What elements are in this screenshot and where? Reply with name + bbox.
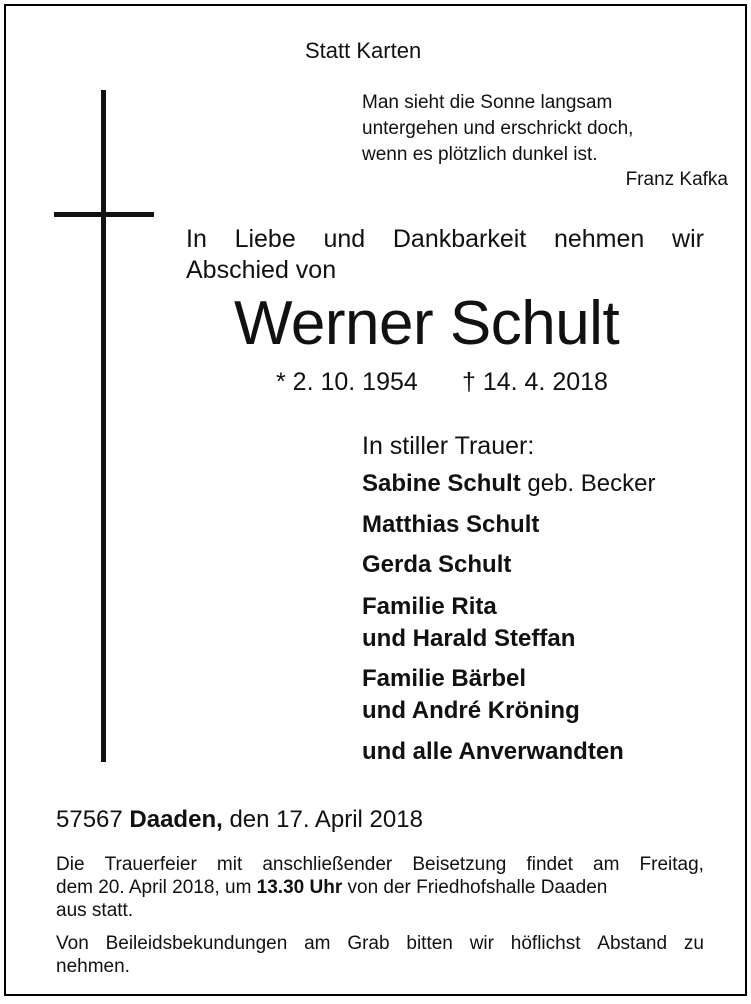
funeral-info bbox=[56, 853, 704, 922]
mourner-rita-line-1: Familie Rita bbox=[362, 593, 497, 620]
mourner-gerda: Gerda Schult bbox=[362, 551, 512, 578]
deceased-name: Werner Schult bbox=[234, 289, 620, 358]
cross-icon-horizontal bbox=[54, 212, 154, 217]
intro-word: Dankbarkeit bbox=[392, 225, 527, 253]
intro-word: nehmen bbox=[553, 225, 645, 253]
funeral-location: von der Friedhofshalle Daaden bbox=[342, 877, 608, 898]
mourner-matthias: Matthias Schult bbox=[362, 511, 540, 538]
intro-word: und bbox=[323, 225, 366, 253]
funeral-time: 13.30 Uhr bbox=[256, 877, 343, 898]
condolence-request bbox=[56, 932, 704, 978]
mourner-rita-line-2: und Harald Steffan bbox=[362, 625, 576, 652]
quote-line: untergehen und erschrickt doch, bbox=[362, 118, 634, 139]
funeral-word: Die bbox=[56, 854, 85, 875]
intro-line-1 bbox=[186, 224, 704, 255]
notice-date: den 17. April 2018 bbox=[222, 806, 423, 833]
condolence-line-1 bbox=[56, 932, 704, 955]
funeral-word: am bbox=[593, 854, 620, 875]
cross-icon-vertical bbox=[101, 90, 106, 762]
funeral-word: findet bbox=[526, 854, 573, 875]
condolence-word: zu bbox=[683, 933, 704, 954]
intro-word: wir bbox=[672, 225, 704, 253]
condolence-word: Abstand bbox=[597, 933, 668, 954]
funeral-word: Freitag, bbox=[639, 854, 704, 875]
condolence-word: Beileidsbekundungen bbox=[105, 933, 288, 954]
condolence-word: Grab bbox=[347, 933, 390, 954]
quote-author: Franz Kafka bbox=[625, 169, 728, 190]
birth-date: * 2. 10. 1954 bbox=[276, 368, 418, 396]
intro-text bbox=[186, 224, 704, 286]
mourner-sabine bbox=[362, 468, 655, 500]
city: Daaden, bbox=[129, 806, 223, 833]
condolence-line-2: nehmen. bbox=[56, 956, 130, 977]
quote-line: wenn es plötzlich dunkel ist. bbox=[362, 144, 598, 165]
condolence-word: am bbox=[304, 933, 331, 954]
funeral-word: mit bbox=[216, 854, 243, 875]
funeral-line-3: aus statt. bbox=[56, 900, 134, 921]
mourner-baerbel-line-1: Familie Bärbel bbox=[362, 665, 527, 692]
funeral-line-2 bbox=[56, 876, 704, 899]
mourner-baerbel-line-2: und André Kröning bbox=[362, 697, 580, 724]
funeral-word: Trauerfeier bbox=[104, 854, 197, 875]
place-and-date bbox=[56, 806, 423, 834]
funeral-date-text: dem 20. April 2018, um bbox=[56, 877, 257, 898]
intro-word: In bbox=[186, 225, 207, 253]
funeral-word: anschließender bbox=[262, 854, 393, 875]
quote-line: Man sieht die Sonne langsam bbox=[362, 92, 613, 113]
death-date: † 14. 4. 2018 bbox=[462, 368, 608, 396]
zip-code: 57567 bbox=[56, 806, 130, 833]
statt-karten: Statt Karten bbox=[305, 38, 422, 63]
kafka-quote bbox=[362, 90, 633, 168]
intro-line-2: Abschied von bbox=[186, 256, 337, 284]
condolence-word: bitten bbox=[406, 933, 453, 954]
condolence-word: höflichst bbox=[510, 933, 581, 954]
condolence-word: Von bbox=[56, 933, 89, 954]
mourning-heading: In stiller Trauer: bbox=[362, 432, 535, 460]
mourner-all-relatives: und alle Anverwandten bbox=[362, 738, 624, 765]
condolence-word: wir bbox=[469, 933, 494, 954]
obituary-notice bbox=[4, 4, 747, 996]
mourner-name: Sabine Schult bbox=[362, 470, 521, 497]
funeral-line-1 bbox=[56, 853, 704, 876]
intro-word: Liebe bbox=[234, 225, 296, 253]
mourner-maiden-name: geb. Becker bbox=[520, 470, 656, 497]
funeral-word: Beisetzung bbox=[412, 854, 507, 875]
